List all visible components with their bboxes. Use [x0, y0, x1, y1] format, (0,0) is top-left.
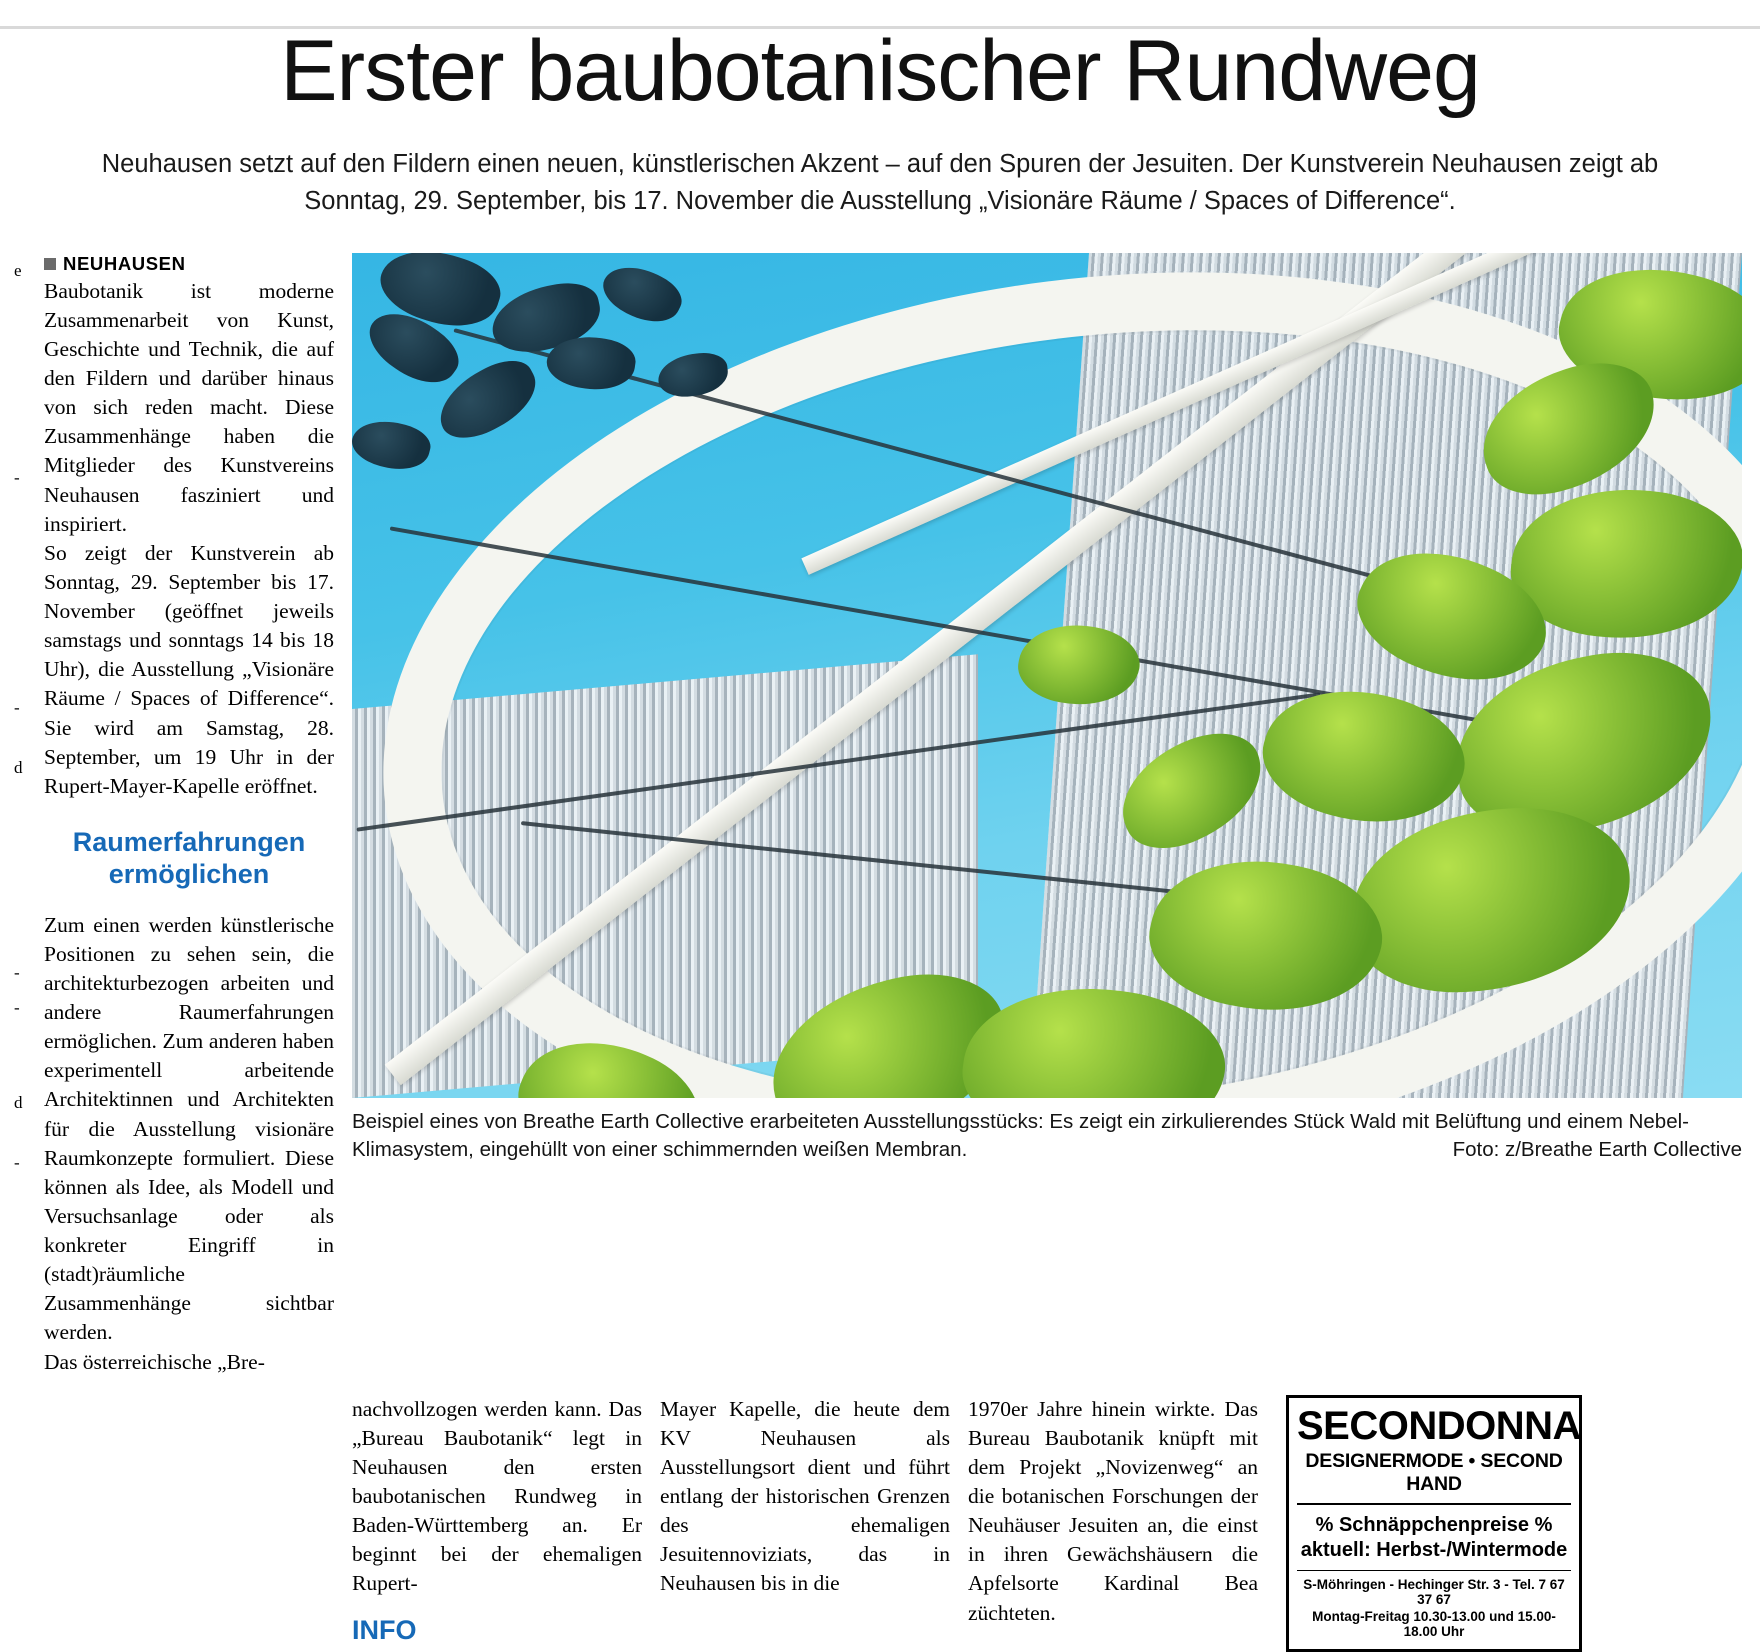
ad-address: S-Möhringen - Hechinger Str. 3 - Tel. 7 67 37 67 — [1303, 1576, 1565, 1607]
paragraph: Mayer Kapelle, die heute dem KV Neuhausen als Ausstellungsort dient und führt entlang der historischen Grenzen des ehemaligen Jesuitennoviziats, das in Neuhausen bis in die — [660, 1396, 950, 1596]
bullet-square-icon — [44, 258, 56, 270]
paragraph: 1970er Jahre hinein wirkte. Das Bureau Baubotanik knüpft mit dem Projekt „Novizenweg“ an die botanischen Forschungen der Neuhäuser Jesuiten an, die einst in ihren Gewächshäusern die Apfelsorte Kardinal Bea züchteten. — [968, 1396, 1258, 1625]
photo-caption-block — [352, 1108, 1742, 1165]
paragraph: Das österreichische „Bre- — [44, 1349, 265, 1374]
column-1-text-continued — [44, 911, 334, 1377]
newspaper-page — [0, 23, 1760, 1645]
page-title: Erster baubotanischer Rundweg — [280, 23, 1480, 119]
column-1 — [44, 253, 352, 1377]
dateline-label: NEUHAUSEN — [63, 252, 186, 274]
ad-offer-line-1: % Schnäppchenpreise % — [1315, 1513, 1553, 1536]
paragraph: So zeigt der Kunstverein ab Sonntag, 29. September bis 17. November (geöffnet jeweils samstags und sonntags 14 bis 18 Uhr), die Ausstellung „Visionäre Räume / Spaces of Difference“. Sie wird am Samstag, 28. September, um 19 Uhr in der Rupert-Mayer-Kapelle eröffnet. — [44, 540, 334, 798]
advertisement-secondonna[interactable] — [1286, 1395, 1582, 1652]
rail-fragment: e — [14, 260, 22, 280]
photo-credit: Foto: z/Breathe Earth Collective — [1452, 1138, 1742, 1162]
rail-fragment: - — [14, 1152, 20, 1172]
ad-opening-hours: Montag-Freitag 10.30-13.00 und 15.00-18.00 Uhr — [1312, 1608, 1556, 1639]
column-1-text — [44, 277, 334, 801]
photo-block — [352, 253, 1742, 1377]
rail-fragment: - — [14, 697, 20, 717]
top-rule — [0, 26, 1760, 29]
photo-caption: Beispiel eines von Breathe Earth Collective erarbeiteten Ausstellungsstücks: Es zeigt ein zirkulierendes Stück Wald mit Belüftung und einem Nebel-Klimasystem, eingehüllt von einer schimmernden weißen Membran. — [352, 1109, 1689, 1162]
paragraph: Zum einen werden künstlerische Positionen zu sehen sein, die architekturbezogen arbeiten und andere Raumerfahrungen ermöglichen. Zum anderen haben experimentell arbeitende Architektinnen und Architekten für die Ausstellung visionäre Raumkonzepte formuliert. Diese können als Idee, als Modell und Versuchsanlage oder als konkreter Eingriff in (stadt)räumliche Zusammenhänge sichtbar werden. — [44, 912, 334, 1345]
lower-spacer — [18, 1395, 44, 1652]
info-label: INFO — [352, 1614, 417, 1645]
article-photo — [352, 253, 1742, 1098]
paragraph: nachvollzogen werden kann. Das „Bureau Baubotanik“ legt in Neuhausen den ersten baubotanischen Rundweg in Baden-Württemberg an. Er beginnt bei der ehemaligen Rupert- — [352, 1396, 642, 1596]
lower-column-2 — [352, 1395, 660, 1652]
left-rail — [14, 253, 44, 1377]
rail-fragment: - — [14, 997, 20, 1017]
lower-columns — [18, 1395, 1742, 1652]
rail-fragment: d — [14, 757, 23, 777]
subheading: Raumerfahrungen ermöglichen — [72, 826, 306, 889]
ad-subtitle: DESIGNERMODE • SECOND HAND — [1297, 1450, 1571, 1505]
ad-offer-line-2: aktuell: Herbst-/Wintermode — [1297, 1539, 1571, 1571]
article-body — [14, 252, 1742, 1377]
lower-column-3 — [660, 1395, 968, 1652]
rail-fragment: - — [14, 962, 20, 982]
ad-brand: SECONDONNA — [1297, 1403, 1581, 1448]
rail-fragment: - — [14, 467, 20, 487]
paragraph: Baubotanik ist moderne Zusammenarbeit von Kunst, Geschichte und Technik, die auf den Fildern und darüber hinaus von sich reden macht. Diese Zusammenhänge haben die Mitglieder des Kunstvereins Neuhausen fasziniert und inspiriert. — [44, 278, 334, 536]
standfirst: Neuhausen setzt auf den Fildern einen neuen, künstlerischen Akzent – auf den Spuren der Jesuiten. Der Kunstverein Neuhausen zeigt ab Sonntag, 29. September, bis 17. November die Ausstellung „Visionäre Räume / Spaces of Difference“. — [101, 150, 1659, 215]
lower-column-1 — [44, 1395, 352, 1652]
dateline — [44, 253, 334, 275]
rail-fragment: d — [14, 1092, 23, 1112]
lower-column-4 — [968, 1395, 1276, 1652]
